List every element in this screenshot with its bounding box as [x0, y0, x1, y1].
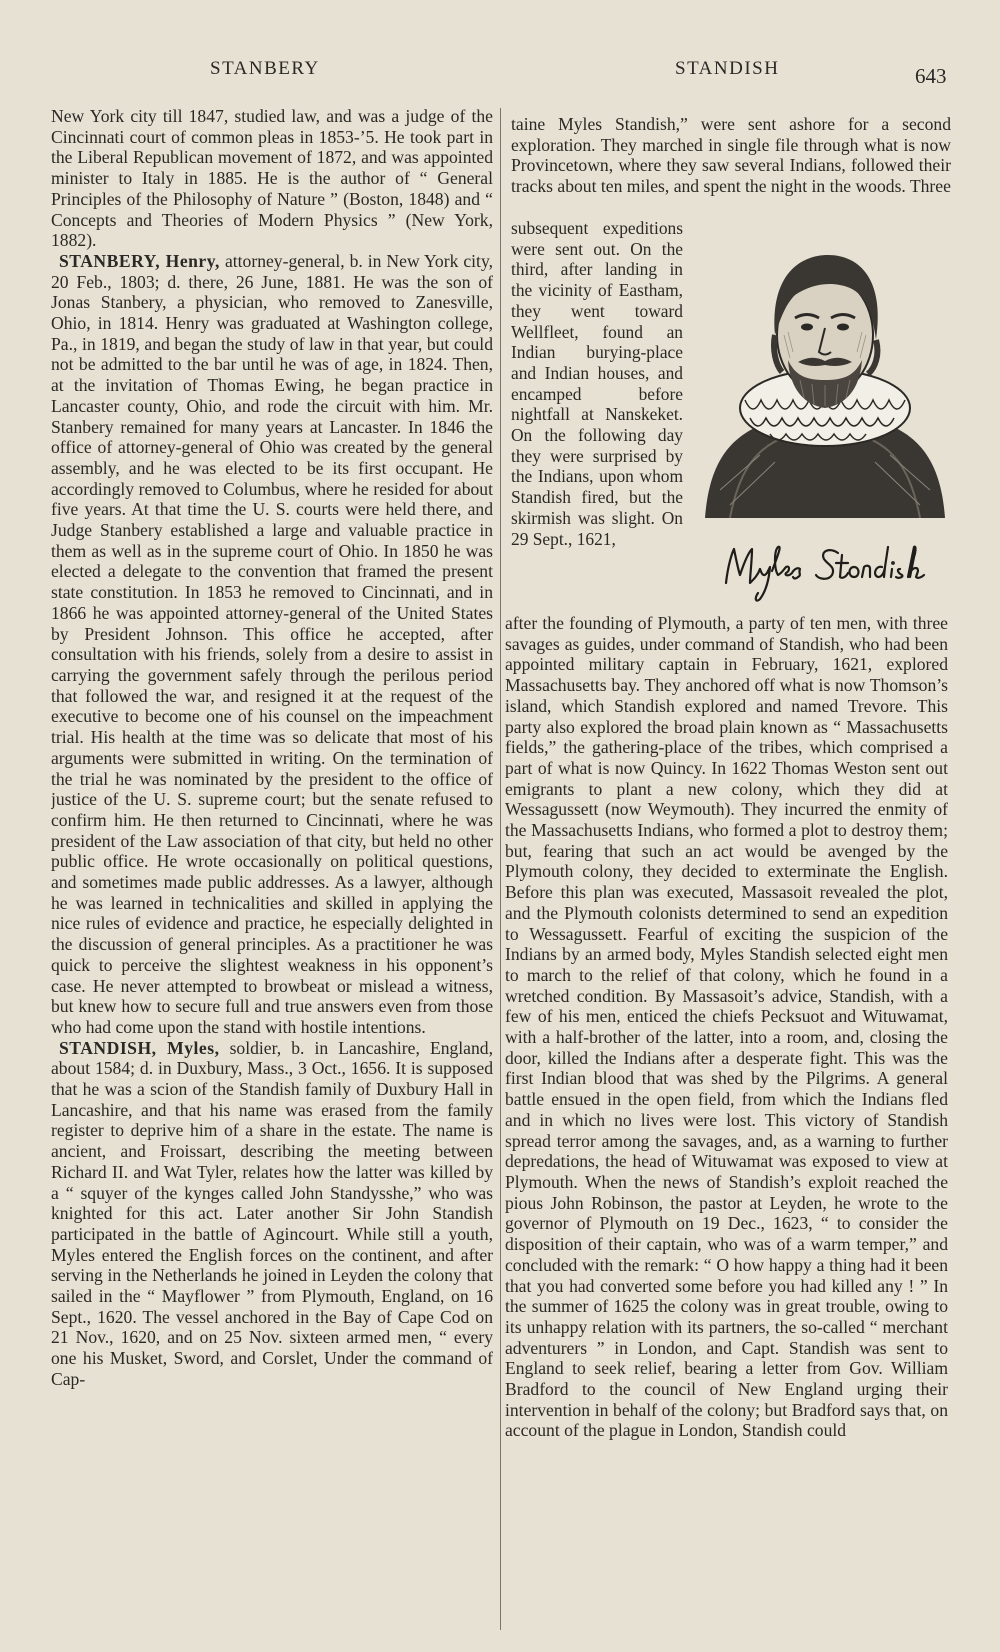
stanbery-entry	[51, 251, 493, 1038]
right-column-bottom	[505, 613, 948, 1633]
right-column-top	[511, 114, 951, 197]
standish-body: soldier, b. in Lancashire, England, about 1584; d. in Duxbury, Mass., 3 Oct., 1656. It is supposed that he was a scion of the Standish family of Duxbury Hall in Lancashire, and that his name was erased from the family register to deprive him of a share in the estate. The name is ancient, and Froissart, describing the meeting between Richard II. and Wat Tyler, relates how the latter was killed by a “ squyer of the kynges called John Standysshe,” who was knighted for this act. Later another Sir John Standish participated in the battle of Agincourt. While still a youth, Myles entered the English forces on the continent, and after serving in the Netherlands he joined in Leyden the colony that sailed in the “ Mayflower ” from Plymouth, England, on 16 Sept., 1620. The vessel anchored in the Bay of Cape Cod on 21 Nov., 1620, and on 25 Nov. sixteen armed men, “ every one his Musket, Sword, and Corslet, Under the command of Cap-	[51, 1037, 493, 1389]
running-head-right: STANDISH	[675, 58, 780, 79]
page-number: 643	[915, 64, 947, 88]
standish-portrait-engraving	[700, 240, 950, 518]
right-column-wrap-text: subsequent expeditions were sent out. On the third, after landing in the vicinity of Eastham, they went toward Wellfleet, found an Indian burying-place and Indian houses, and encamped before nightfall at Nanskeket. On the following day they were surprised by the Indians, upon whom Standish fired, but the skirmish was slight. On 29 Sept., 1621,	[511, 218, 683, 549]
stanbery-body: attorney-general, b. in New York city, 20 Feb., 1803; d. there, 26 June, 1881. He was the son of Jonas Stanbery, a physician, who removed to Zanesville, Ohio, in 1814. Henry was graduated at Washington college, Pa., in 1819, and began the study of law in that year, but could not be admitted to the bar until he was of age, in 1824. Then, at the invitation of Thomas Ewing, he began practice in Lancaster county, Ohio, and rode the circuit with him. Mr. Stanbery remained for many years at Lancaster. In 1846 the office of attorney-general of Ohio was created by the general assembly, and he was elected to be its first occupant. He accordingly removed to Columbus, where he resided for about five years. At that time the U. S. courts were held there, and Judge Stanbery established a large and valuable practice in them as well as in the supreme court of Ohio. In 1850 he was elected a delegate to the convention that framed the present state constitution. In 1853 he removed to Cincinnati, and in 1866 he was appointed attorney-general of the United States by President Johnson. This office he accepted, after consultation with his friends, solely from a desire to assist in carrying the government safely through the perilous period that followed the war, and resigned it at the request of the executive to become one of his counsel on the impeachment trial. His health at the time was so delicate that most of his arguments were submitted in writing. On the termination of the trial he was nominated by the president to the office of justice of the U. S. supreme court; but the senate refused to confirm him. He then returned to Cincinnati, where he was president of the Law association of that city, but held no other public office. He wrote occasionally on political questions, and sometimes made public addresses. As a lawyer, although he was learned in technicalities and skilled in applying the nice rules of evidence and practice, he especially delighted in the discussion of general principles. As a practitioner he was quick to perceive the slightest weakness in his opponent’s case. He never attempted to browbeat or mislead a witness, but knew how to secure full and true answers even from those who had come upon the stand with hostile intentions.	[51, 250, 493, 1037]
right-column-top-text: taine Myles Standish,” were sent ashore for a second exploration. They marched in single file through what is now Provincetown, where they saw several Indians, followed their tracks about ten miles, and spent the night in the woods. Three	[511, 114, 951, 197]
column-divider	[500, 108, 501, 1630]
standish-heading: STANDISH, Myles,	[59, 1037, 220, 1058]
left-column	[51, 106, 493, 1631]
continued-entry-text: New York city till 1847, studied law, and was a judge of the Cincinnati court of common pleas in 1853-’5. He took part in the Liberal Republican movement of 1872, and was appointed minister to Italy in 1885. He is the author of “ General Principles of the Philosophy of Nature ” (Boston, 1848) and “ Concepts and Theories of Modern Physics ” (New York, 1882).	[51, 106, 493, 251]
right-column-wrap	[511, 218, 683, 549]
signature-myles-standish	[720, 535, 935, 605]
running-head-left: STANBERY	[210, 58, 320, 79]
stanbery-heading: STANBERY, Henry,	[59, 250, 220, 271]
right-column-bottom-text: after the founding of Plymouth, a party of ten men, with three savages as guides, under command of Standish, who had been appointed military captain in February, 1621, explored Massachusetts bay. They anchored off what is now Thomson’s island, which Standish explored and named Trevore. This party also explored the broad plain known as “ Massachusetts fields,” the gathering-place of the tribes, which comprised a part of what is now Quincy. In 1622 Thomas Weston sent out emigrants to plant a new colony, which they did at Wessagussett (now Weymouth). They incurred the enmity of the Massachusetts Indians, who formed a plot to destroy them; but, fearing that such an act would be avenged by the Plymouth colony, they decided to exterminate the English. Before this plan was executed, Massasoit revealed the plot, and the Plymouth colonists determined to send an expedition to Wessagussett. Fearful of exciting the suspicion of the Indians by an armed body, Myles Standish selected eight men to march to the relief of that colony, which he found in a wretched condition. By Massasoit’s advice, Standish, with a few of his men, enticed the chiefs Pecksuot and Wituwamat, with a half-brother of the latter, into a room, and, closing the door, killed the Indians after a desperate fight. This was the first Indian blood that was shed by the Pilgrims. A general battle ensued in the open field, from which the Indians fled and in which no lives were lost. This victory of Standish spread terror among the savages, and, as a warning to further depredations, the head of Wituwamat was exposed to view at Plymouth. When the news of Standish’s exploit reached the pious John Robinson, the pastor at Leyden, he wrote to the governor of Plymouth on 19 Dec., 1623, “ to consider the disposition of their captain, who was of a warm temper,” and concluded with the remark: “ O how happy a thing had it been that you had converted some before you had killed any ! ” In the summer of 1625 the colony was in great trouble, owing to its unhappy relation with its partners, the so-called “ merchant adventurers ” in London, and Capt. Standish was sent to England to seek relief, bearing a letter from Gov. William Bradford to the council of New England urging their intervention in behalf of the colony; but Bradford says that, on account of the plague in London, Standish could	[505, 613, 948, 1441]
standish-entry	[51, 1038, 493, 1390]
